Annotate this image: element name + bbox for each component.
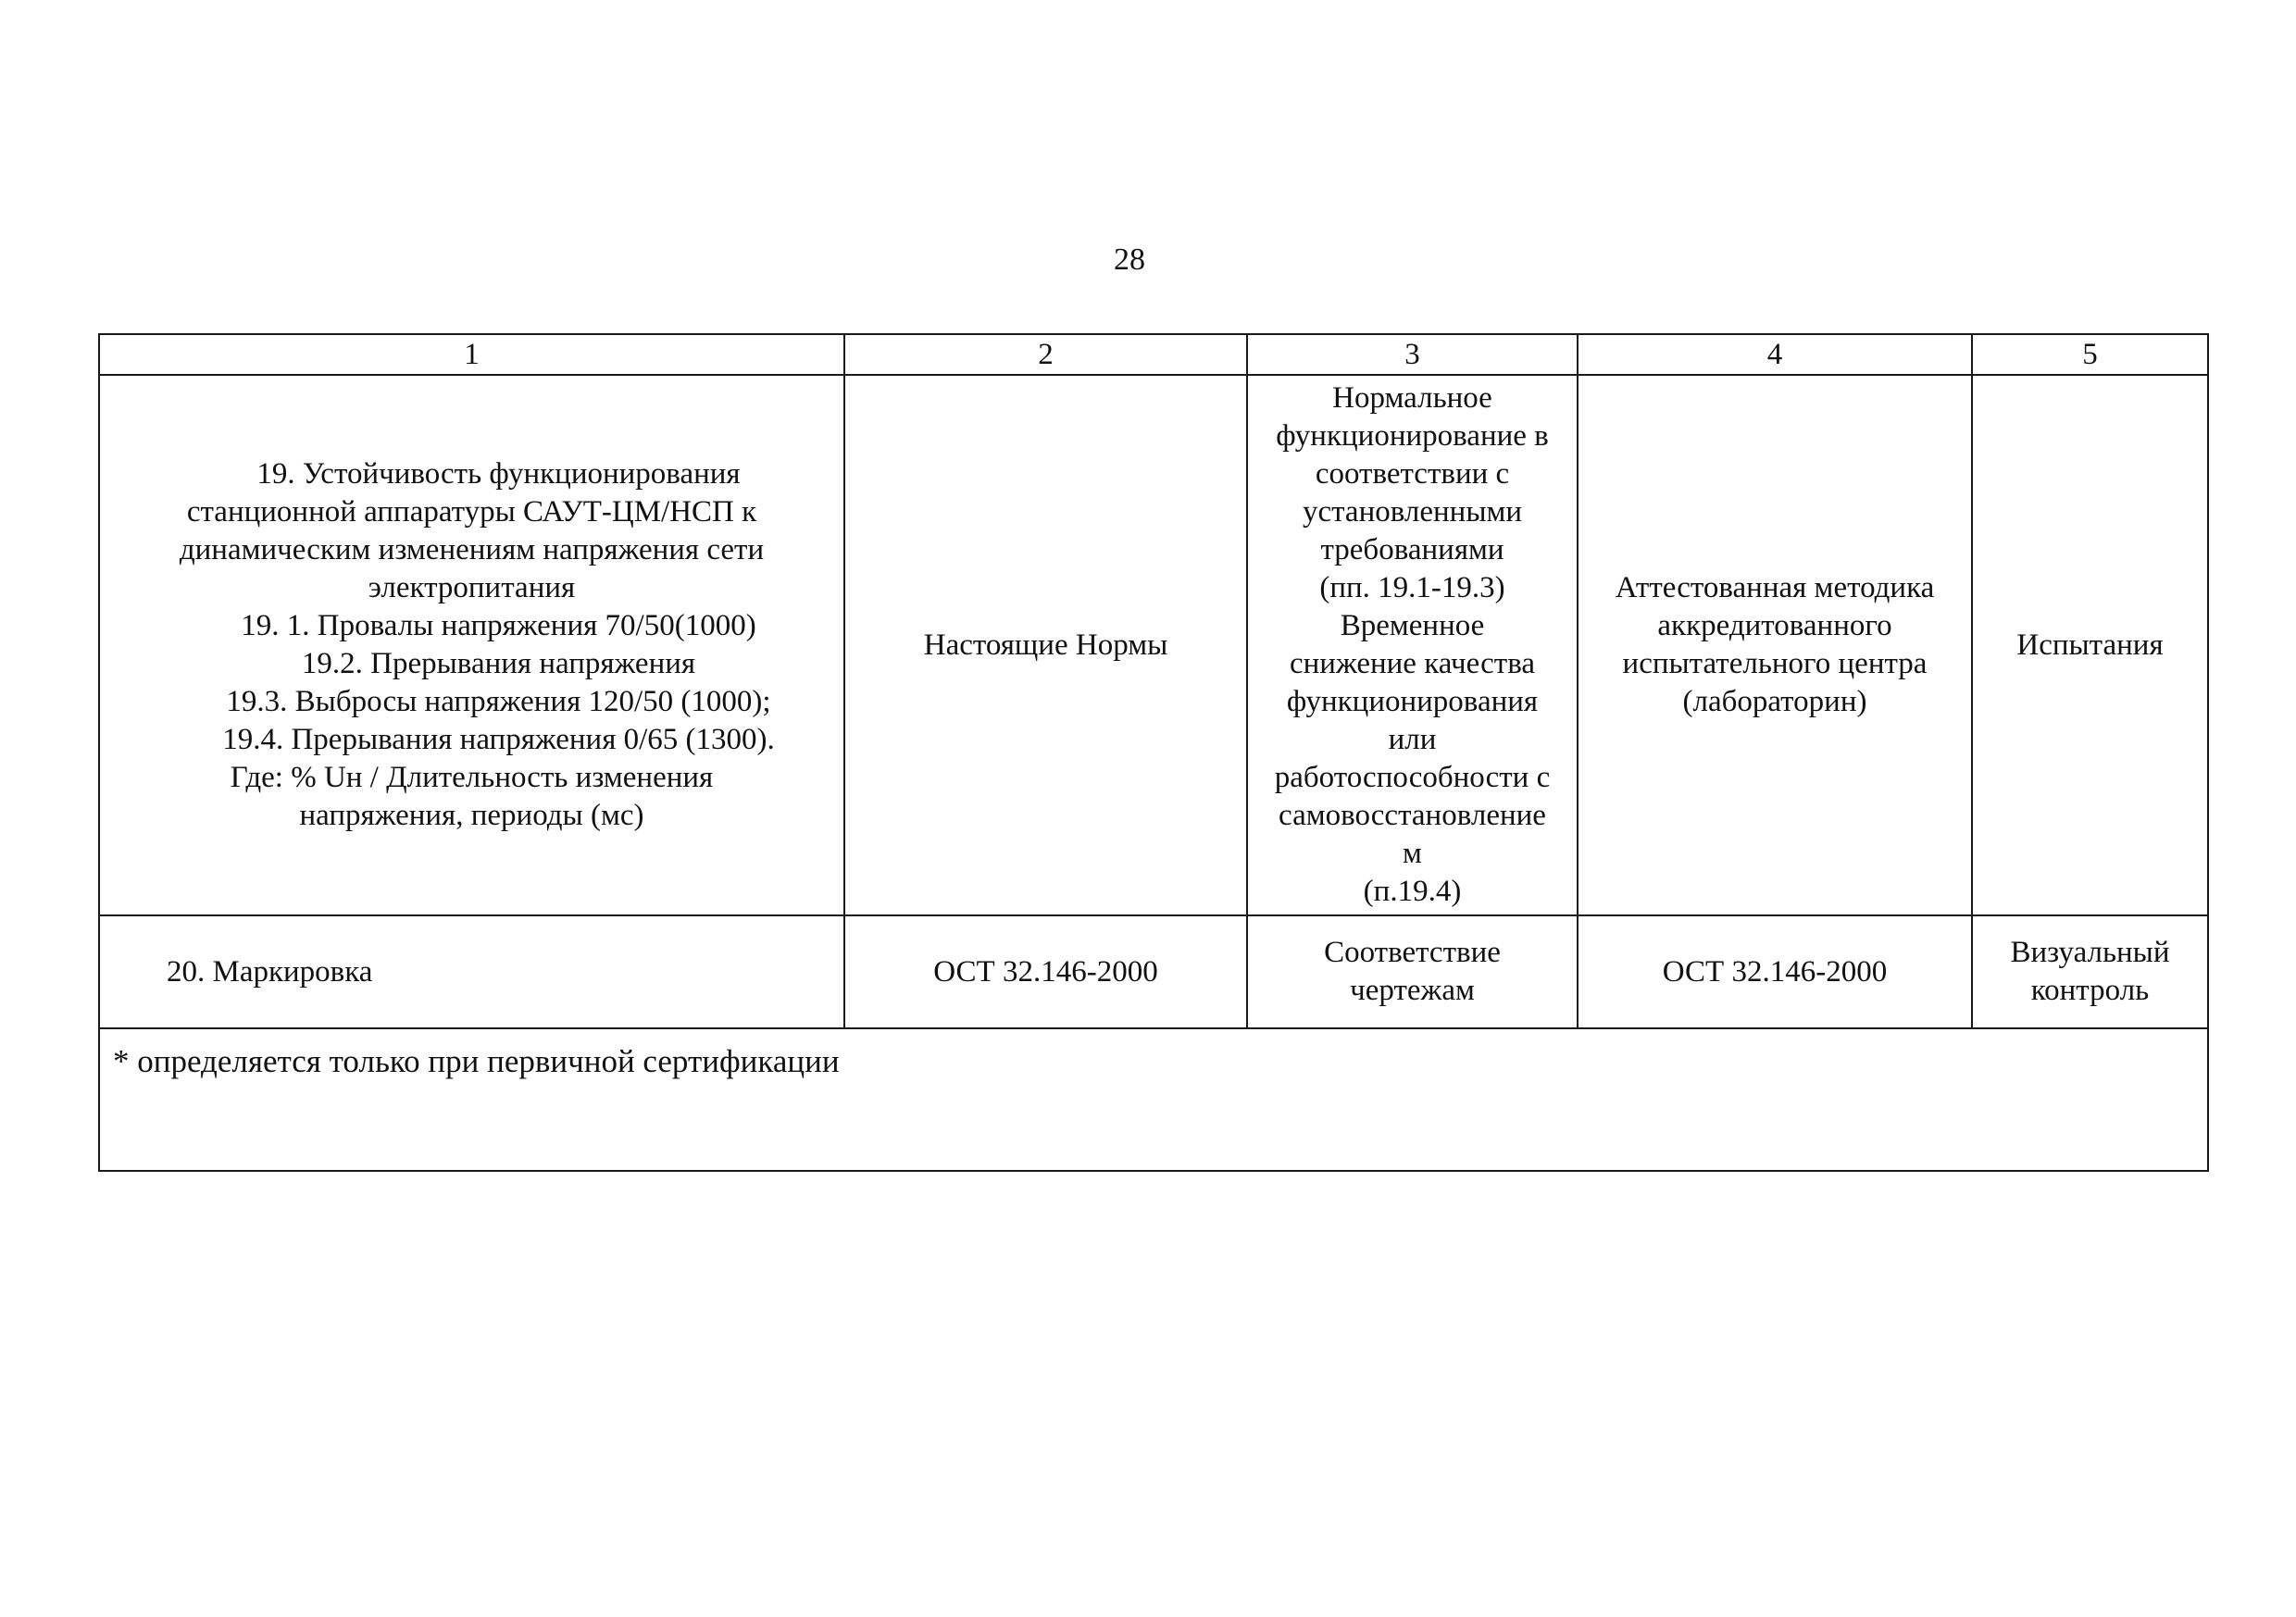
row-19-line: 19.4. Прерывания напряжения 0/65 (1300).	[222, 723, 775, 756]
row-20-norm-document-cell: ОСТ 32.146-2000	[844, 915, 1247, 1028]
column-number-4: 4	[1578, 334, 1972, 375]
row-19-line: 19. Устойчивость функционирования	[256, 457, 741, 491]
row-20-criteria-line: Соответствие	[1324, 936, 1501, 969]
footnote-cell	[99, 1028, 2208, 1171]
row-19-criteria-line: Нормальное	[1332, 381, 1492, 415]
row-19-criteria-line: функционирование в	[1276, 419, 1549, 453]
row-20-criteria-cell	[1247, 915, 1578, 1028]
row-20-requirement-cell	[99, 915, 844, 1028]
table-row-19	[99, 375, 2208, 915]
row-19-line: 19.2. Прерывания напряжения	[301, 647, 696, 680]
row-20-check-type-cell	[1972, 915, 2208, 1028]
row-19-criteria-line: или	[1388, 723, 1437, 756]
row-19-method-line: испытательного центра	[1622, 647, 1928, 680]
row-20-check-type-line: контроль	[2030, 974, 2150, 1007]
norms-table	[98, 333, 2209, 1172]
column-number-1: 1	[99, 334, 844, 375]
row-19-check-type-cell: Испытания	[1972, 375, 2208, 915]
row-19-line: станционной аппаратуры САУТ-ЦМ/НСП к	[186, 495, 757, 529]
row-19-norm-document-cell: Настоящие Нормы	[844, 375, 1247, 915]
row-19-criteria-line: снижение качества	[1290, 647, 1535, 680]
row-19-criteria-line: самовосстановление	[1279, 799, 1546, 832]
row-20-criteria-line: чертежам	[1350, 974, 1475, 1007]
row-19-method-line: (лабораторин)	[1682, 685, 1867, 718]
row-19-criteria-line: соответствии с	[1315, 457, 1510, 491]
row-19-criteria-line: требованиями	[1320, 533, 1504, 566]
row-19-requirement-cell	[99, 375, 844, 915]
row-19-line: динамическим изменениям напряжения сети	[179, 533, 765, 566]
column-numbers-row	[99, 334, 2208, 375]
column-number-5: 5	[1972, 334, 2208, 375]
row-19-criteria-line: работоспособности с	[1274, 761, 1551, 794]
row-19-method-line: Аттестованная методика	[1615, 571, 1935, 604]
page-number: 28	[1114, 243, 1145, 277]
column-number-3: 3	[1247, 334, 1578, 375]
row-19-method-line: аккредитованного	[1657, 609, 1892, 642]
row-19-criteria-line: Временное	[1340, 609, 1485, 642]
row-19-line: напряжения, периоды (мс)	[299, 799, 644, 832]
table-row-20	[99, 915, 2208, 1028]
row-19-line: 19. 1. Провалы напряжения 70/50(1000)	[241, 609, 756, 642]
row-19-criteria-line: функционирования	[1286, 685, 1539, 718]
row-19-line: 19.3. Выбросы напряжения 120/50 (1000);	[226, 685, 771, 718]
footnote-row	[99, 1028, 2208, 1171]
row-20-requirement-text: 20. Маркировка	[167, 954, 373, 989]
row-20-check-type-line: Визуальный	[2010, 936, 2170, 969]
row-19-method-cell	[1578, 375, 1972, 915]
row-20-method-cell: ОСТ 32.146-2000	[1578, 915, 1972, 1028]
row-19-criteria-line: установленными	[1302, 495, 1523, 529]
row-19-line: Где: % Uн / Длительность изменения	[230, 761, 714, 794]
column-number-2: 2	[844, 334, 1247, 375]
row-19-criteria-line: (пп. 19.1-19.3)	[1319, 571, 1505, 604]
footnote-text: * определяется только при первичной сертификации	[113, 1043, 840, 1079]
row-19-criteria-line: м	[1403, 837, 1422, 870]
row-19-line: электропитания	[368, 571, 576, 604]
row-19-criteria-line: (п.19.4)	[1363, 875, 1462, 908]
row-19-criteria-cell	[1247, 375, 1578, 915]
